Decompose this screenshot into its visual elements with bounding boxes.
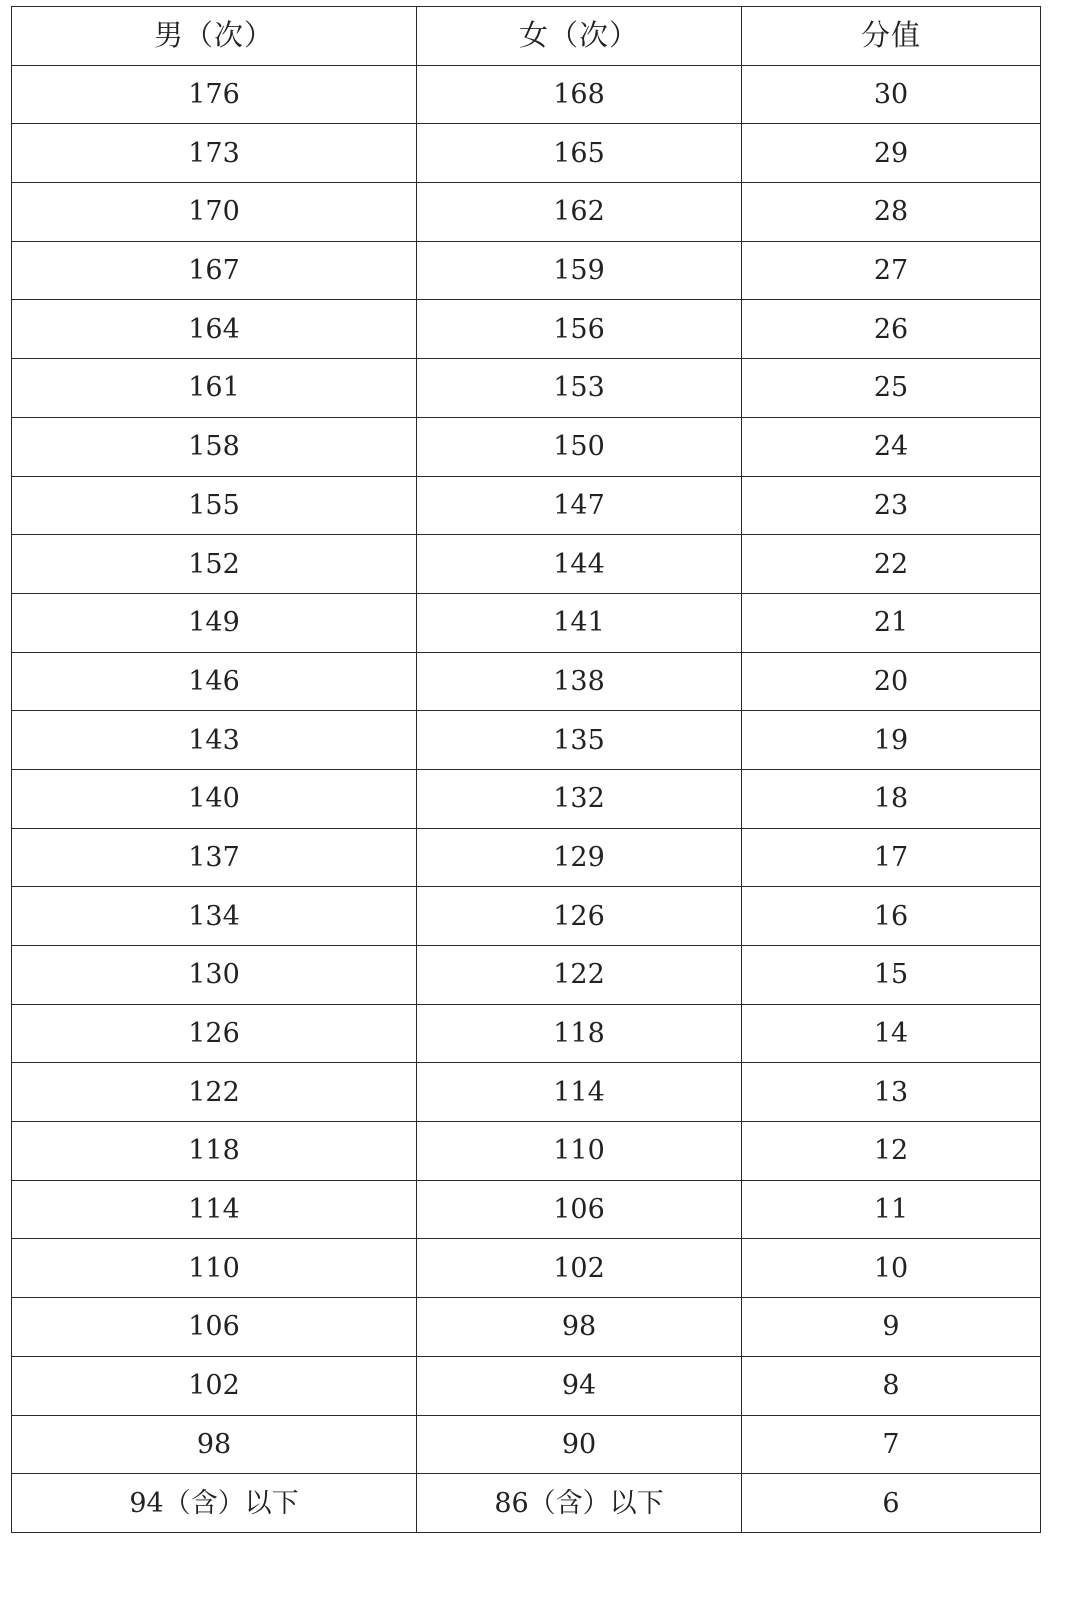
cell-score: 25 [742, 359, 1041, 418]
cell-male-count: 155 [12, 476, 417, 535]
cell-score: 21 [742, 593, 1041, 652]
cell-female-count: 153 [417, 359, 742, 418]
table-row [12, 1063, 1041, 1122]
cell-score: 20 [742, 652, 1041, 711]
table-row [12, 65, 1041, 124]
cell-male-count: 114 [12, 1180, 417, 1239]
table-row [12, 1180, 1041, 1239]
cell-female-count: 135 [417, 711, 742, 770]
cell-score: 12 [742, 1122, 1041, 1181]
cell-male-count: 98 [12, 1415, 417, 1474]
table-row [12, 241, 1041, 300]
cell-male-count: 140 [12, 769, 417, 828]
table-row [12, 1415, 1041, 1474]
cell-female-count: 114 [417, 1063, 742, 1122]
table-row [12, 652, 1041, 711]
table-row [12, 769, 1041, 828]
cell-male-count: 134 [12, 887, 417, 946]
cell-female-count: 168 [417, 65, 742, 124]
cell-male-count: 146 [12, 652, 417, 711]
table-row [12, 535, 1041, 594]
cell-female-count: 90 [417, 1415, 742, 1474]
cell-female-count: 156 [417, 300, 742, 359]
table-row [12, 1298, 1041, 1357]
table-row [12, 1004, 1041, 1063]
cell-female-count: 106 [417, 1180, 742, 1239]
cell-score: 26 [742, 300, 1041, 359]
table-row [12, 417, 1041, 476]
cell-male-count: 106 [12, 1298, 417, 1357]
header-female-count: 女（次） [417, 7, 742, 66]
cell-male-count: 143 [12, 711, 417, 770]
cell-female-count: 144 [417, 535, 742, 594]
cell-female-count: 159 [417, 241, 742, 300]
cell-score: 16 [742, 887, 1041, 946]
table-row [12, 1239, 1041, 1298]
cell-female-count: 162 [417, 183, 742, 242]
cell-score: 17 [742, 828, 1041, 887]
cell-score: 19 [742, 711, 1041, 770]
cell-female-count: 98 [417, 1298, 742, 1357]
cell-male-count: 167 [12, 241, 417, 300]
table-row [12, 1474, 1041, 1533]
table-row [12, 359, 1041, 418]
cell-female-count: 102 [417, 1239, 742, 1298]
cell-score: 10 [742, 1239, 1041, 1298]
cell-score: 14 [742, 1004, 1041, 1063]
cell-male-count: 94（含）以下 [12, 1474, 417, 1533]
cell-male-count: 158 [12, 417, 417, 476]
table-row [12, 1356, 1041, 1415]
cell-female-count: 150 [417, 417, 742, 476]
cell-score: 24 [742, 417, 1041, 476]
cell-female-count: 118 [417, 1004, 742, 1063]
cell-male-count: 126 [12, 1004, 417, 1063]
cell-score: 29 [742, 124, 1041, 183]
cell-male-count: 102 [12, 1356, 417, 1415]
cell-score: 6 [742, 1474, 1041, 1533]
cell-male-count: 170 [12, 183, 417, 242]
cell-score: 30 [742, 65, 1041, 124]
header-male-count: 男（次） [12, 7, 417, 66]
cell-male-count: 152 [12, 535, 417, 594]
cell-female-count: 110 [417, 1122, 742, 1181]
cell-score: 27 [742, 241, 1041, 300]
table-row [12, 711, 1041, 770]
table-row [12, 300, 1041, 359]
cell-male-count: 130 [12, 946, 417, 1005]
cell-male-count: 161 [12, 359, 417, 418]
cell-score: 18 [742, 769, 1041, 828]
cell-male-count: 149 [12, 593, 417, 652]
table-row [12, 476, 1041, 535]
cell-female-count: 129 [417, 828, 742, 887]
table-row [12, 124, 1041, 183]
cell-female-count: 86（含）以下 [417, 1474, 742, 1533]
table-row [12, 183, 1041, 242]
cell-male-count: 110 [12, 1239, 417, 1298]
cell-male-count: 122 [12, 1063, 417, 1122]
cell-female-count: 138 [417, 652, 742, 711]
table-row [12, 593, 1041, 652]
table-row [12, 828, 1041, 887]
header-row [12, 7, 1041, 66]
cell-score: 8 [742, 1356, 1041, 1415]
cell-score: 23 [742, 476, 1041, 535]
table-body [12, 65, 1041, 1532]
cell-male-count: 173 [12, 124, 417, 183]
cell-male-count: 176 [12, 65, 417, 124]
cell-score: 28 [742, 183, 1041, 242]
score-table [11, 6, 1041, 1533]
cell-female-count: 141 [417, 593, 742, 652]
cell-male-count: 118 [12, 1122, 417, 1181]
cell-female-count: 165 [417, 124, 742, 183]
table-row [12, 946, 1041, 1005]
cell-female-count: 147 [417, 476, 742, 535]
cell-score: 22 [742, 535, 1041, 594]
cell-score: 13 [742, 1063, 1041, 1122]
cell-female-count: 122 [417, 946, 742, 1005]
cell-score: 7 [742, 1415, 1041, 1474]
cell-male-count: 137 [12, 828, 417, 887]
table-row [12, 887, 1041, 946]
header-score: 分值 [742, 7, 1041, 66]
cell-score: 9 [742, 1298, 1041, 1357]
cell-score: 11 [742, 1180, 1041, 1239]
cell-score: 15 [742, 946, 1041, 1005]
table-row [12, 1122, 1041, 1181]
cell-female-count: 132 [417, 769, 742, 828]
cell-female-count: 94 [417, 1356, 742, 1415]
cell-female-count: 126 [417, 887, 742, 946]
cell-male-count: 164 [12, 300, 417, 359]
